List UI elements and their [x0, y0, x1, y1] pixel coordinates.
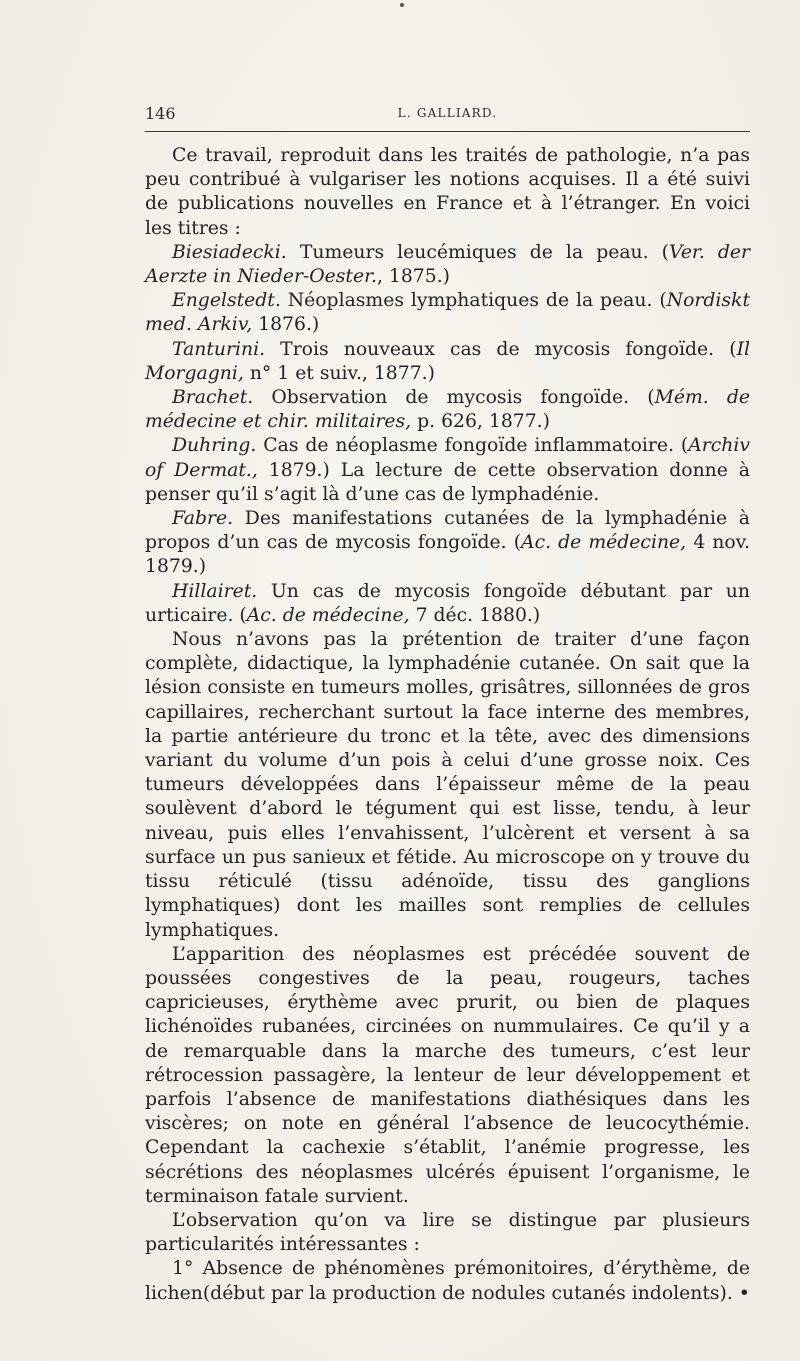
reference-author: Engelstedt.: [172, 290, 281, 312]
reference-title: Des manifestations cutanées de la lymphadénie à propos d’un cas de mycosis fongoïde. (: [145, 508, 750, 554]
reference-journal: Ac. de médecine,: [521, 532, 687, 554]
reference-author: Fabre.: [172, 508, 234, 530]
reference-title: Trois nouveaux cas de mycosis fongoïde. (: [265, 338, 737, 360]
reference-list: [145, 241, 750, 628]
reference-item: [145, 580, 750, 628]
body-paragraph: L’observation qu’on va lire se distingue par plusieurs particularités intéressantes :: [145, 1209, 750, 1256]
reference-journal: Il Morgagni,: [145, 338, 750, 384]
reference-journal: Mém. de médecine et chir. militaires,: [145, 387, 751, 433]
reference-item: [145, 289, 750, 337]
running-head: L. GALLIARD.: [397, 106, 498, 120]
reference-title: Néoplasmes lymphatiques de la peau. (: [280, 290, 667, 312]
page-number: 146: [145, 104, 176, 123]
reference-item: [145, 434, 750, 507]
reference-item: [145, 507, 750, 580]
reference-author: Tanturini.: [172, 338, 266, 360]
reference-tail: 1879.) La lecture de cette observation donne à penser qu’il s’agit là d’une cas de lymphadénie.: [145, 459, 750, 505]
reference-author: Hillairet.: [172, 580, 258, 602]
body-paragraph: 1° Absence de phénomènes prémonitoires, d’érythème, de lichen(début par la production de nodules cutanés indolents). •: [145, 1258, 750, 1304]
reference-item: [145, 338, 750, 386]
reference-title: Un cas de mycosis fongoïde débutant par un urticaire. (: [145, 580, 750, 626]
reference-tail: 7 déc. 1880.): [409, 604, 541, 626]
reference-title: Tumeurs leucémiques de la peau. (: [286, 241, 669, 263]
reference-author: Duhring.: [172, 435, 257, 457]
body-paragraph: Nous n’avons pas la prétention de traiter d’une façon complète, didactique, la lymphadénie cutanée. On sait que la lésion consiste en tumeurs molles, grisâtres, sillonnées de gros capillaires, recherchant surtout la face interne des membres, la partie antérieure du tronc et la tête, avec des dimensions variant du volume d’un pois à celui d’une grosse noix. Ces tumeurs développées dans l’épaisseur même de la peau soulèvent d’abord le tégument qui est lisse, tendu, à leur niveau, puis elles l’envahissent, l’ulcèrent et versent à sa surface un pus sanieux et fétide. Au microscope on y trouve du tissu réticulé (tissu adénoïde, tissu des ganglions lymphatiques) dont les mailles sont remplies de cellules lymphatiques.: [145, 629, 750, 941]
reference-journal: Archiv of Dermat.,: [145, 435, 750, 481]
page-header: [145, 104, 750, 128]
top-dot-mark: [400, 3, 404, 7]
reference-journal: Ac. de médecine,: [246, 604, 410, 626]
reference-tail: 1876.): [252, 314, 320, 336]
reference-journal: Nordiskt med. Arkiv,: [145, 290, 750, 336]
reference-tail: p. 626, 1877.): [411, 411, 550, 433]
reference-tail: n° 1 et suiv., 1877.): [243, 362, 435, 384]
reference-journal: Ver. der Aerzte in Nieder-Oester.: [145, 241, 750, 288]
body-paragraph: L’apparition des néoplasmes est précédée souvent de poussées congestives de la peau, rougeurs, taches capricieuses, érythème avec prurit, ou bien de plaques lichénoïdes rubanées, circinées on nummulaires. Ce qu’il y a de remarquable dans la marche des tumeurs, c’est leur rétrocession passagère, la lenteur de leur développement et parfois l’absence de manifestations diathésiques dans les viscères; on note en général l’absence de leucocythémie. Cependant la cachexie s’établit, l’anémie progresse, les sécrétions des néoplasmes ulcérés épuisent l’organisme, le terminaison fatale survient.: [145, 943, 750, 1207]
reference-author: Brachet.: [172, 387, 254, 409]
reference-title: Cas de néoplasme fongoïde inflammatoire. (: [256, 435, 689, 457]
body-text: [145, 144, 750, 1306]
intro-paragraph: Ce travail, reproduit dans les traités de pathologie, n’a pas peu contribué à vulgariser les notions acquises. Il a été suivi de publications nouvelles en France et à l’étranger. En voici les titres :: [145, 145, 750, 239]
header-rule: [145, 131, 750, 132]
reference-title: Observation de mycosis fongoïde. (: [253, 387, 655, 409]
reference-item: [145, 386, 750, 434]
reference-author: Biesiadecki.: [172, 241, 287, 263]
reference-item: [145, 241, 750, 289]
reference-tail: , 1875.): [376, 266, 451, 288]
reference-tail: 4 nov. 1879.): [145, 532, 750, 578]
